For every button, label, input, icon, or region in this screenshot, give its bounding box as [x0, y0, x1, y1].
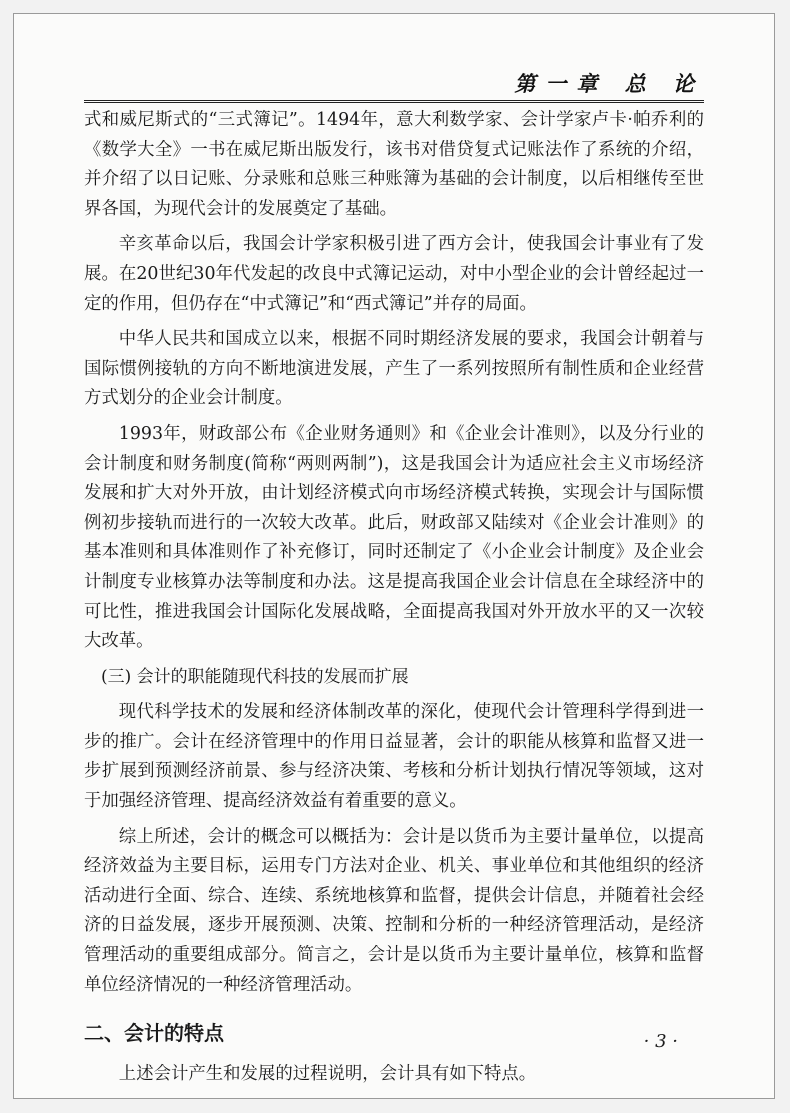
paragraph-6: 综上所述，会计的概念可以概括为：会计是以货币为主要计量单位，以提高经济效益为主要目标，运用专门方法对企业、机关、事业单位和其他组织的经济活动进行全面、综合、连续、系统地核算和监督，提供会计信息，并随着社会经济的日益发展，逐步开展预测、决策、控制和分析的一种经济管理活动，是经济管理活动的重要组成部分。简言之，会计是以货币为主要计量单位，核算和监督单位经济情况的一种经济管理活动。 — [84, 826, 704, 995]
paragraph-3: 中华人民共和国成立以来，根据不同时期经济发展的要求，我国会计朝着与国际惯例接轨的方向不断地演进发展，产生了一系列按照所有制性质和企业经营方式划分的企业会计制度。 — [84, 329, 704, 409]
paragraph-4: 1993年，财政部公布《企业财务通则》和《企业会计准则》，以及分行业的会计制度和财务制度(简称“两则两制”)，这是我国会计为适应社会主义市场经济发展和扩大对外开放，由计划经济模式向市场经济模式转换，实现会计与国际惯例初步接轨而进行的一次较大改革。此后，财政部又陆续对《企业会计准则》的基本准则和具体准则作了补充修订，同时还制定了《小企业会计制度》及企业会计制度专业核算办法等制度和办法。这是提高我国企业会计信息在全球经济中的可比性，推进我国会计国际化发展战略，全面提高我国对外开放水平的又一次较大改革。 — [84, 423, 704, 652]
body-text — [84, 106, 704, 1090]
page-number: · 3 · — [643, 1031, 678, 1052]
paragraph-7: 上述会计产生和发展的过程说明，会计具有如下特点。 — [118, 1064, 537, 1085]
paragraph-5: 现代科学技术的发展和经济体制改革的深化，使现代会计管理科学得到进一步的推广。会计在经济管理中的作用日益显著，会计的职能从核算和监督又进一步扩展到预测经济前景、参与经济决策、考核和分析计划执行情况等领域，这对于加强经济管理、提高经济效益有着重要的意义。 — [84, 702, 704, 812]
running-header — [84, 68, 704, 102]
book-page — [13, 13, 775, 1099]
section-heading-2: 二、会计的特点 — [84, 1021, 224, 1046]
header-rule — [84, 100, 704, 103]
subsection-heading-3: (三) 会计的职能随现代科技的发展而扩展 — [101, 666, 409, 687]
paragraph-2: 辛亥革命以后，我国会计学家积极引进了西方会计，使我国会计事业有了发展。在20世纪30年代发起的改良中式簿记运动，对中小型企业的会计曾经起过一定的作用，但仍存在“中式簿记”和“西式簿记”并存的局面。 — [84, 234, 704, 314]
chapter-title: 第一章 总 论 — [514, 72, 704, 96]
paragraph-1: 式和威尼斯式的“三式簿记”。1494年，意大利数学家、会计学家卢卡·帕乔利的《数学大全》一书在威尼斯出版发行，该书对借贷复式记账法作了系统的介绍，并介绍了以日记账、分录账和总账三种账簿为基础的会计制度，以后相继传至世界各国，为现代会计的发展奠定了基础。 — [84, 110, 704, 219]
